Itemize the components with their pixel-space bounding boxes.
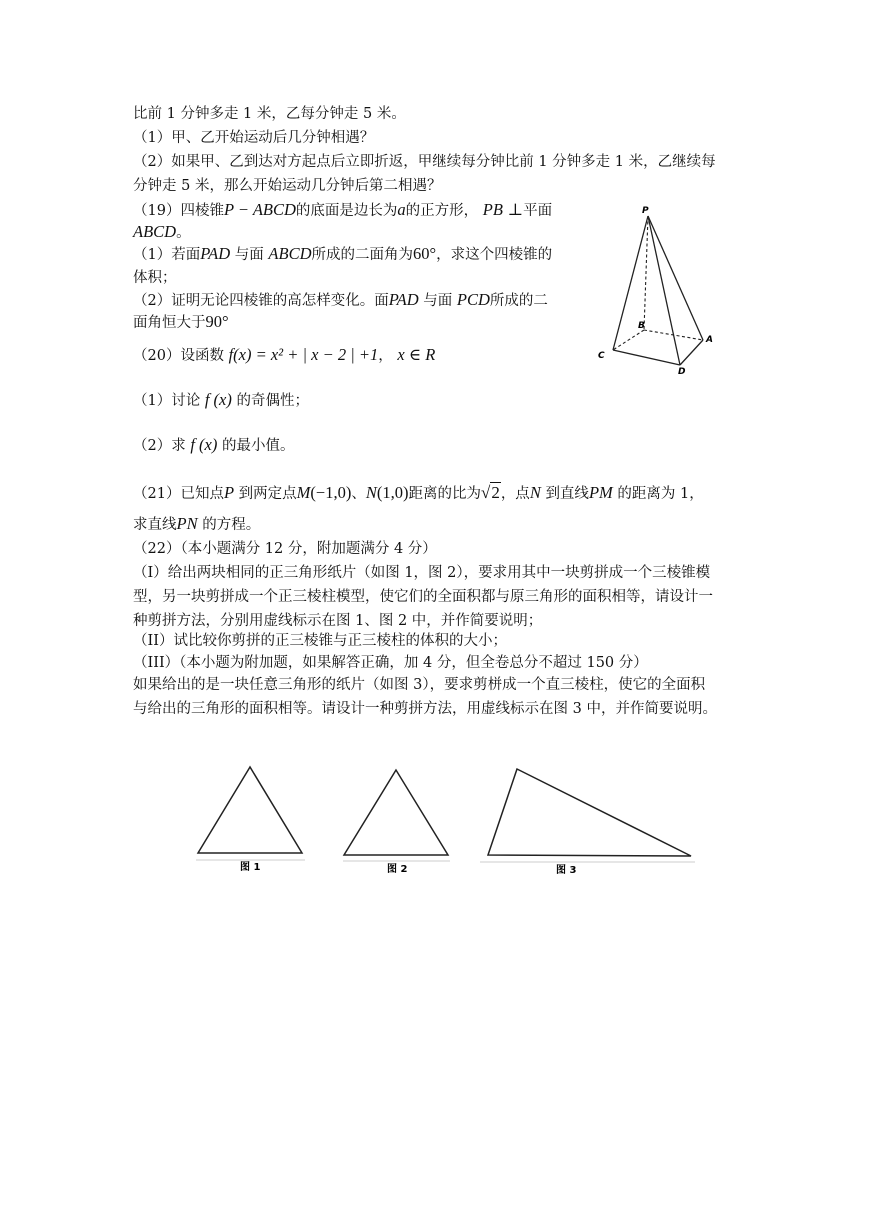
pyramid-figure (590, 200, 730, 375)
math: f (x) (190, 435, 218, 454)
text: 的方程。 (202, 517, 261, 533)
math: PM (588, 483, 613, 502)
q21-line (133, 514, 260, 535)
triangle-figures (180, 760, 710, 885)
figure-2-triangle (344, 770, 448, 855)
math: PN (176, 514, 198, 533)
text: （19）四棱锥 (133, 203, 224, 219)
text-line: 型，另一块剪拼成一个正三棱柱模型，使它们的全面积都与原三角形的面积相等，请设计一 (133, 589, 713, 605)
figure-1-triangle (198, 767, 302, 853)
math: f (x) (204, 390, 232, 409)
math: 90° (205, 312, 229, 331)
vertex-label-b: B (638, 321, 645, 331)
math: P − ABCD (223, 200, 296, 219)
text-line: （2）如果甲、乙到达对方起点后立即折返，甲继续每分钟比前 1 分钟多走 1 米，乙继续每 (133, 154, 716, 170)
q20-line (133, 345, 435, 366)
math: M (296, 483, 311, 502)
math: ⊥ (507, 200, 524, 219)
text: （21）已知点 (133, 486, 224, 502)
text-line: （III）（本小题为附加题，如果解答正确，加 4 分，但全卷总分不超过 150 分） (133, 655, 648, 671)
figure-3-caption: 图 3 (556, 865, 577, 876)
math: PCD (456, 290, 490, 309)
math: (1,0) (376, 483, 409, 502)
math: ABCD (268, 244, 312, 263)
text: 求直线 (133, 517, 177, 533)
text: 。 (176, 225, 191, 241)
text: 、 (351, 486, 366, 502)
q19-2-line (133, 312, 229, 333)
math: 60° (413, 244, 437, 263)
text-line: （I）给出两块相同的正三角形纸片（如图 1，图 2），要求用其中一块剪拼成一个三棱锥模 (133, 565, 711, 581)
text-line: 比前 1 分钟多走 1 米，乙每分钟走 5 米。 (133, 106, 406, 122)
math: N (529, 483, 541, 502)
math: f (228, 345, 234, 364)
q19-line (133, 222, 191, 243)
text: ，求这个四棱锥的 (436, 247, 553, 263)
text-line: （1）甲、乙开始运动后几分钟相遇？ (133, 130, 375, 146)
math: (x) = x² + | x − 2 | +1 (233, 345, 379, 364)
vertex-label-d: D (678, 367, 686, 375)
q19-2-line (133, 290, 548, 311)
q21-line (133, 483, 704, 504)
text: 面角恒大于 (133, 315, 206, 331)
text: 与面 (234, 247, 264, 263)
q20-1-line (133, 390, 309, 411)
vertex-label-a: A (706, 335, 713, 345)
vertex-label-c: C (598, 351, 605, 361)
text: 距离的比为 (408, 486, 481, 502)
text: 到直线 (545, 486, 589, 502)
math: PAD (388, 290, 419, 309)
text: 平面 (523, 203, 553, 219)
math: 2 (491, 483, 500, 502)
text: 的距离为 1， (617, 486, 704, 502)
text: （1）讨论 (133, 393, 201, 409)
text: （2）证明无论四棱锥的高怎样变化。面 (133, 293, 389, 309)
text-line: 种剪拼方法，分别用虚线标示在图 1、图 2 中，并作简要说明； (133, 613, 543, 629)
text: 的正方形， (405, 203, 479, 219)
text: 所成的二面角为 (311, 247, 413, 263)
q20-2-line (133, 435, 294, 456)
text: 到两定点 (238, 486, 297, 502)
text-line: 如果给出的是一块任意三角形的纸片（如图 3），要求剪栟成一个直三棱柱，使它的全面积 (133, 677, 706, 693)
text-line: 体积； (133, 270, 177, 286)
sqrt: √2 (480, 483, 500, 502)
q19-1-line (133, 244, 552, 265)
text: （20）设函数 (133, 348, 224, 364)
text: 所成的二 (489, 293, 548, 309)
text: 与面 (423, 293, 453, 309)
figure-3-triangle (488, 769, 691, 856)
text-line: 与给出的三角形的面积相等。请设计一种剪拼方法，用虚线标示在图 3 中，并作简要说明。 (133, 701, 717, 717)
text: （1）若面 (133, 247, 201, 263)
text: 的最小值。 (221, 438, 295, 454)
text: 的奇偶性； (236, 393, 309, 409)
vertex-label-p: P (642, 206, 649, 216)
text-line: 分钟走 5 米，那么开始运动几分钟后第二相遇？ (133, 178, 442, 194)
q19-line (133, 200, 552, 221)
text: ，点 (500, 486, 530, 502)
figure-1-caption: 图 1 (240, 862, 261, 873)
math: PAD (200, 244, 231, 263)
math: P (223, 483, 235, 502)
figure-2-caption: 图 2 (387, 864, 408, 875)
math: x ∈ R (397, 345, 436, 364)
math: N (365, 483, 377, 502)
math: ABCD (133, 222, 177, 241)
text-line: （II）试比较你剪拼的正三棱锥与正三棱柱的体积的大小； (133, 633, 507, 649)
text: 的底面是边长为 (295, 203, 398, 219)
math: a (397, 200, 406, 219)
text-line: （22）（本小题满分 12 分，附加题满分 4 分） (133, 541, 437, 557)
text: ， (378, 348, 393, 364)
text: （2）求 (133, 438, 186, 454)
math: PB (482, 200, 503, 219)
math: (−1,0) (310, 483, 352, 502)
